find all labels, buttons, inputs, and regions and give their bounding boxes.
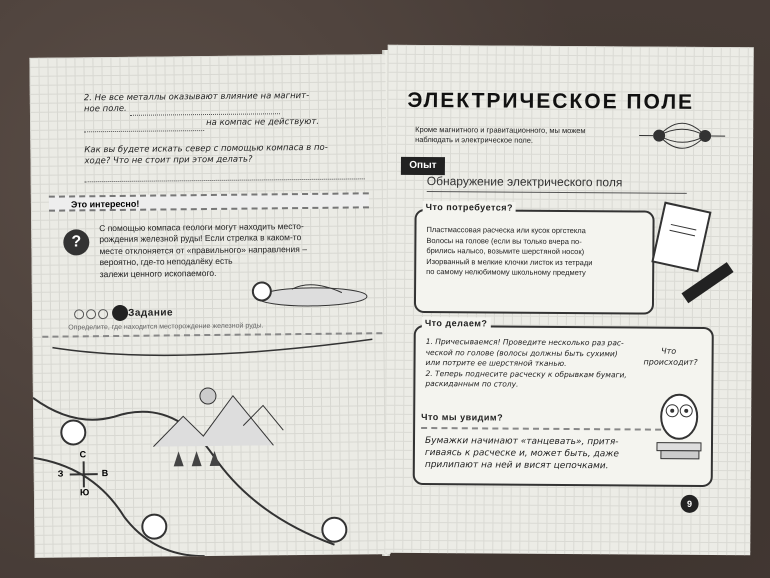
progress-dot — [86, 309, 96, 319]
see-text — [425, 435, 685, 473]
notebook-comb-illustration — [650, 197, 741, 318]
title-underline — [427, 191, 687, 194]
do-list — [425, 337, 627, 391]
experiment-tag: Опыт — [401, 157, 445, 175]
intro-line: наблюдать и электрическое поле. — [415, 135, 534, 145]
compass-east: В — [101, 468, 109, 479]
interesting-line: вероятно, где-то неподалёку есть — [99, 256, 233, 268]
interesting-text — [99, 220, 370, 280]
need-item: Волосы на голове (если вы только вчера по- — [426, 235, 582, 246]
question-3 — [84, 142, 384, 168]
interesting-banner — [49, 192, 369, 211]
interesting-title: Это интересно! — [70, 198, 140, 210]
do-item: раскиданным по столу. — [425, 378, 519, 389]
do-item: ческой по голове (волосы должны быть сухими) — [425, 347, 618, 358]
question-2 — [84, 90, 374, 116]
right-page — [384, 45, 754, 556]
compass-rose — [57, 449, 108, 500]
need-item: Изорванный в мелкие клочки листок из тетради — [426, 256, 593, 267]
q3-line-1: Как вы будете искать север с помощью компаса в по- — [84, 142, 328, 156]
see-line: прилипают на ней и висят цепочками. — [424, 460, 609, 472]
interesting-line: месте отклоняется от «правильного» направления – — [99, 243, 307, 257]
page-number: 9 — [681, 495, 699, 513]
q2-line-2: ное поле. — [83, 104, 127, 115]
need-list — [426, 225, 593, 279]
field-lines-icon — [637, 110, 727, 161]
do-item: 2. Теперь поднесите расческу к обрывкам бумаги, — [425, 368, 627, 379]
answer-line[interactable] — [130, 113, 280, 116]
need-item: по самому нелюбимому школьному предмету — [426, 267, 586, 278]
owl-illustration — [649, 377, 710, 467]
see-line: Бумажки начинают «танцевать», притя- — [424, 435, 619, 448]
need-item: Пластмассовая расческа или кусок оргстекла — [426, 225, 586, 236]
q2-line-3: на компас не действуют. — [206, 116, 320, 129]
need-title: Что потребуется? — [423, 201, 516, 214]
progress-dot — [74, 309, 84, 319]
q2-line-1: 2. Не все металлы оказывают влияние на магнит- — [83, 90, 310, 104]
compass-south: Ю — [79, 487, 90, 498]
intro-line: Кроме магнитного и гравитационного, мы можем — [415, 124, 586, 136]
see-title: Что мы увидим? — [421, 411, 504, 423]
task-text: Определите, где находится месторождение железной руды. — [68, 322, 264, 332]
geologist-illustration — [232, 274, 372, 315]
do-title: Что делаем? — [422, 317, 491, 330]
intro-text — [415, 125, 645, 147]
q3-line-2: ходе? Что не стоит при этом делать? — [84, 155, 253, 167]
need-item: брились налысо, возьмите шерстяной носок) — [426, 246, 585, 257]
question-icon: ? — [63, 229, 89, 255]
do-item: или потрите ее шерстяной тканью. — [425, 358, 567, 368]
divider — [421, 427, 661, 431]
page-title: ЭЛЕКТРИЧЕСКОЕ ПОЛЕ — [407, 88, 695, 114]
compass-north: С — [79, 449, 87, 460]
what-happens-label: Что происходит? — [643, 346, 698, 367]
experiment-title: Обнаружение электрического поля — [426, 174, 623, 190]
compass-west: З — [57, 468, 64, 479]
left-page — [29, 54, 390, 558]
task-title: Задание — [128, 307, 174, 319]
answer-line[interactable] — [85, 178, 365, 182]
answer-line[interactable] — [84, 130, 204, 132]
interesting-line: рождения железной руды! Если стрелка в каком-то — [99, 232, 302, 245]
treasure-map — [32, 334, 390, 558]
interesting-line: залежи ценного ископаемого. — [99, 267, 217, 280]
see-line: гиваясь к расческе и, может быть, даже — [424, 448, 619, 460]
need-box — [414, 201, 655, 315]
interesting-line: С помощью компаса геологи могут находить место- — [99, 221, 304, 234]
task-icon — [112, 305, 128, 321]
progress-dot — [98, 309, 108, 319]
do-item: 1. Причесываемся! Проведите несколько раз рас- — [425, 337, 624, 348]
